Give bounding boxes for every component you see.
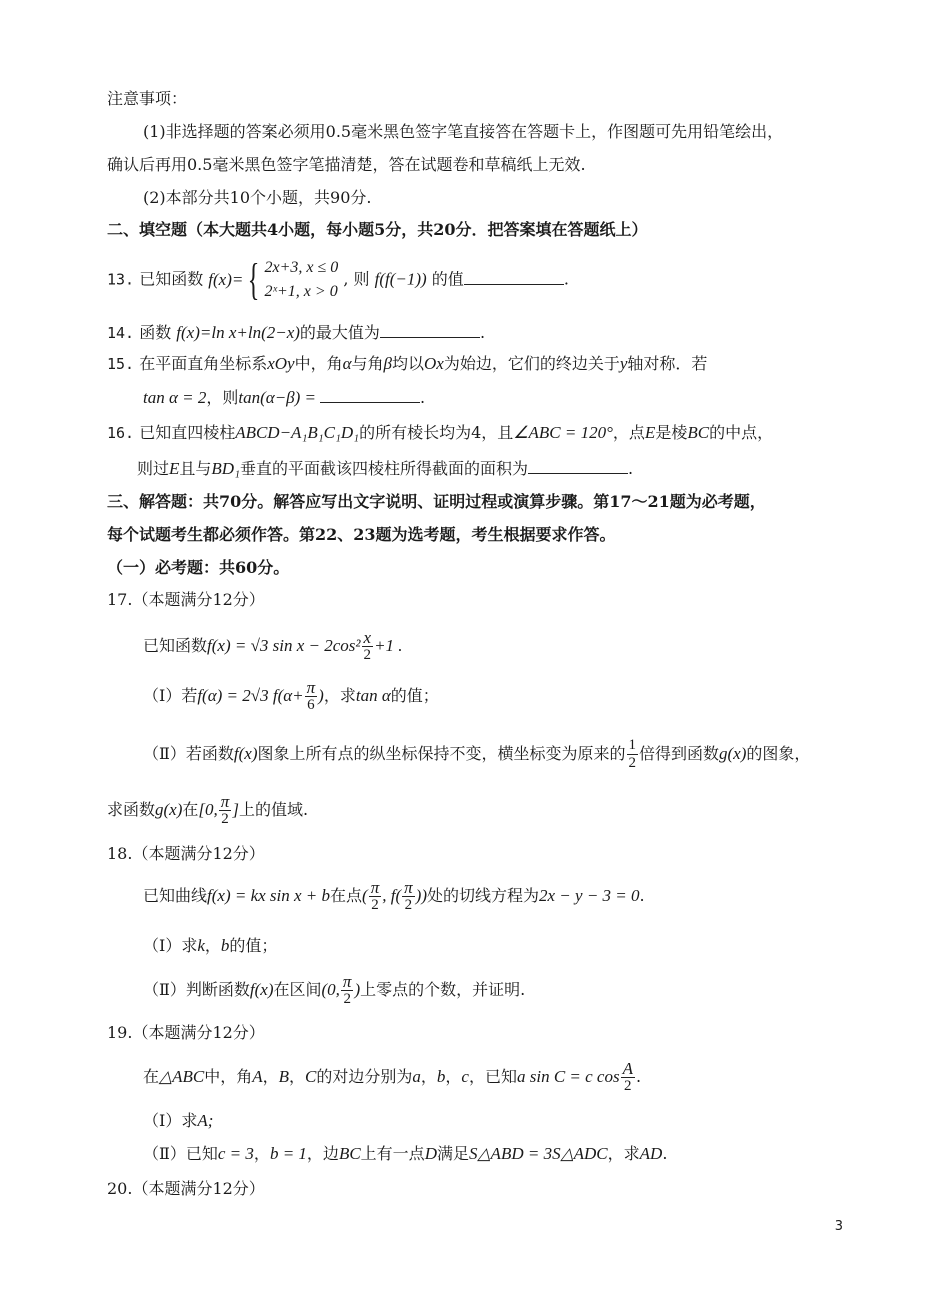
q14-expr: f(x)=ln x+ln(2−x) — [176, 323, 300, 342]
q17-p3-in: 在 — [182, 800, 199, 819]
q18-point-open: ( — [362, 886, 368, 905]
q16-bd1: BD₁ — [211, 459, 240, 478]
section-3-subheading: （一）必考题：共60分。 — [107, 558, 290, 577]
q19-part-2 — [143, 1143, 667, 1165]
q15-text-d: 均以 — [392, 354, 425, 373]
q18-tangent-text: 处的切线方程为 — [427, 886, 540, 905]
q17-stem-lead: 已知函数 — [143, 636, 208, 655]
q17-stem-end: +1 . — [374, 636, 403, 655]
q19-equation: a sin C = c cos — [516, 1067, 620, 1086]
notes-item-2: (2)本部分共10个小题，共90分. — [143, 188, 372, 207]
q17-p2-lead: （Ⅱ）若函数 — [143, 744, 234, 763]
q17-frac-x-2: $\frac{x}{2}$ — [363, 628, 372, 663]
q17-p3-tail: 上的值域. — [238, 800, 309, 819]
q18-part-2 — [143, 970, 525, 1010]
q17-p2-gx: g(x) — [719, 744, 747, 763]
q13-mid: , 则 — [343, 269, 370, 289]
q19-p1-a: A; — [197, 1111, 214, 1130]
q18-b: b — [220, 936, 230, 955]
question-15 — [107, 353, 707, 375]
q18-function: f(x) = kx sin x + b — [207, 886, 331, 905]
q18-point-close: )) — [415, 886, 427, 905]
q13-answer-blank[interactable] — [464, 268, 564, 285]
question-14 — [107, 321, 485, 344]
q19-comma-5: ， — [253, 1144, 270, 1163]
q15-alpha: α — [342, 354, 352, 373]
q16-answer-blank[interactable] — [528, 457, 628, 474]
q17-stem — [143, 626, 403, 666]
q16-text-e: 的中点， — [709, 423, 774, 442]
q18-end: . — [639, 886, 645, 905]
q19-angle-a: A — [252, 1067, 263, 1086]
q15-tan-alpha: tan α = 2 — [143, 388, 207, 407]
q18-tangent-eq: 2x − y − 3 = 0 — [539, 886, 640, 905]
q19-area-relation: S△ABD = 3S△ADC — [468, 1144, 608, 1163]
q16-l2-c: 垂直的平面截该四棱柱所得截面的面积为 — [240, 459, 529, 478]
q14-end: . — [479, 323, 486, 342]
q15-beta: β — [383, 354, 393, 373]
q16-prism: ABCD−A₁B₁C₁D₁ — [235, 423, 360, 442]
q17-interval-close: ] — [232, 800, 239, 819]
q17-header: 17.（本题满分12分） — [107, 590, 265, 609]
q14-lead: 函数 — [139, 323, 172, 342]
q16-text-b: 的所有棱长均为4，且 — [359, 423, 514, 442]
q16-angle: ∠ABC = 120° — [513, 423, 613, 442]
q19-comma-2: ， — [289, 1067, 306, 1086]
q19-p2-ask: ，求 — [607, 1144, 640, 1163]
q17-interval-open: [0, — [198, 800, 218, 819]
q19-angle-b: B — [278, 1067, 290, 1086]
q18-part-1 — [143, 935, 277, 957]
q19-c-value: c = 3 — [217, 1144, 254, 1163]
q13-end: . — [563, 269, 569, 289]
q19-header: 19.（本题满分12分） — [107, 1023, 265, 1042]
q19-p2-end: . — [662, 1144, 668, 1163]
q19-triangle: △ABC — [159, 1067, 205, 1086]
page-number: 3 — [834, 1219, 843, 1234]
q16-l2-a: 则过 — [137, 459, 170, 478]
q17-p1-ask: ，求 — [323, 686, 356, 705]
notes-title: 注意事项： — [107, 89, 188, 108]
q19-b-value: b = 1 — [269, 1144, 307, 1163]
q18-k: k — [197, 936, 205, 955]
q13-case-1: 2x+3, x ≤ 0 — [264, 259, 339, 276]
section-3-heading: 三、解答题：共70分。解答应写出文字说明、证明过程或演算步骤。第17～21题为必考题， — [107, 492, 766, 511]
q19-end: . — [635, 1067, 642, 1086]
q17-p3-lead: 求函数 — [107, 800, 156, 819]
q18-interval-close: ) — [354, 980, 361, 999]
q19-side-b: b — [436, 1067, 446, 1086]
q17-function: f(x) = √3 sin x − 2cos² — [207, 636, 361, 655]
q17-frac-pi-2: $\frac{\pi}{2}$ — [220, 792, 230, 827]
q20-header: 20.（本题满分12分） — [107, 1179, 265, 1198]
q19-p2-point: 上有一点 — [360, 1144, 425, 1163]
q19-p2-lead: （Ⅱ）已知 — [143, 1144, 218, 1163]
q16-text-d: 是棱 — [655, 423, 688, 442]
q19-edge-bc: BC — [338, 1144, 361, 1163]
q16-l2-e: E — [169, 459, 180, 478]
q19-comma-3: ， — [420, 1067, 437, 1086]
question-16-line-2 — [137, 457, 633, 480]
q17-part-2-cont — [107, 790, 308, 830]
q17-p1-eq: f(α) = 2√3 f(α+ — [197, 686, 304, 705]
q15-tan-diff: tan(α−β) = — [238, 388, 317, 407]
q19-p2-edge: ，边 — [306, 1144, 339, 1163]
q18-p2-tail: 上零点的个数，并证明. — [360, 980, 526, 999]
q18-p1-lead: （Ⅰ）求 — [143, 936, 198, 955]
q15-text-b: 中，角 — [294, 354, 343, 373]
q17-frac-1-2: $\frac{1}{2}$ — [628, 737, 636, 771]
q18-p1-tail: 的值； — [229, 936, 278, 955]
q18-frac-pi-2-b: $\frac{\pi}{2}$ — [404, 878, 413, 913]
q19-angles-text: 中，角 — [204, 1067, 253, 1086]
q19-p2-satisfy: 满足 — [436, 1144, 469, 1163]
q13-brace: { — [248, 255, 260, 304]
q19-frac-a-2: $\frac{A}{2}$ — [622, 1059, 633, 1094]
q15-text-c: 与角 — [351, 354, 384, 373]
q13-number: 13. — [107, 270, 135, 289]
q19-given: ，已知 — [468, 1067, 517, 1086]
q15-then: ，则 — [206, 388, 239, 407]
q19-side-a: a — [412, 1067, 421, 1086]
q15-text-a: 在平面直角坐标系 — [139, 354, 268, 373]
q17-p2-tail: 的图象， — [746, 744, 811, 763]
q18-stem — [143, 876, 645, 916]
q15-y: y — [619, 354, 628, 373]
q17-p2-fx: f(x) — [233, 744, 258, 763]
q14-tail: 的最大值为 — [299, 323, 380, 342]
q13-fx: f(x)= — [208, 270, 244, 289]
section-3-heading-cont: 每个试题考生都必须作答。第22、23题为选考题，考生根据要求作答。 — [107, 525, 616, 544]
q17-p2-text: 图象上所有点的纵坐标保持不变，横坐标变为原来的 — [257, 744, 626, 763]
q13-tail: 的值 — [431, 269, 464, 289]
q18-header: 18.（本题满分12分） — [107, 844, 265, 863]
q16-number: 16. — [107, 424, 135, 442]
q13-piecewise — [208, 256, 338, 304]
q17-frac-pi-6: $\frac{\pi}{6}$ — [306, 678, 316, 713]
q18-p2-fx: f(x) — [249, 980, 274, 999]
q17-p2-text-2: 倍得到函数 — [639, 744, 720, 763]
q13-lead: 已知函数 — [139, 269, 204, 289]
q18-point-f: , f( — [382, 886, 402, 905]
q17-part-1 — [143, 676, 439, 716]
q19-point-d: D — [424, 1144, 437, 1163]
q15-text-e: 为始边，它们的终边关于 — [443, 354, 620, 373]
notes-item-1: (1)非选择题的答案必须用0.5毫米黑色签字笔直接答在答题卡上，作图题可先用铅笔绘出， — [143, 122, 784, 141]
q13-cases — [264, 256, 338, 304]
q14-number: 14. — [107, 324, 135, 342]
q16-edge-bc: BC — [687, 423, 710, 442]
q18-p2-lead: （Ⅱ）判断函数 — [143, 980, 250, 999]
question-15-line-2 — [143, 386, 425, 409]
q13-expr: f(f(−1)) — [374, 269, 427, 289]
q18-frac-pi-2-a: $\frac{\pi}{2}$ — [370, 878, 380, 913]
section-2-heading: 二、填空题（本大题共4小题，每小题5分，共20分．把答案填在答题纸上） — [107, 220, 648, 239]
q16-l2-b: 且与 — [179, 459, 212, 478]
q18-interval-open: (0, — [321, 980, 340, 999]
q13-case-2: 2ˣ+1, x > 0 — [264, 283, 338, 300]
q17-p1-tail: 的值； — [390, 686, 439, 705]
q14-answer-blank[interactable] — [380, 321, 480, 338]
q15-xoy: xOy — [267, 354, 295, 373]
q19-stem — [143, 1057, 641, 1097]
q15-text-f: 轴对称．若 — [627, 354, 708, 373]
q16-text-a: 已知直四棱柱 — [139, 423, 236, 442]
q16-text-c: ，点 — [612, 423, 645, 442]
q18-lead: 已知曲线 — [143, 886, 208, 905]
q15-ox: Ox — [424, 354, 444, 373]
q19-ad: AD — [639, 1144, 663, 1163]
notes-item-1-cont: 确认后再用0.5毫米黑色签字笔描清楚，答在试题卷和草稿纸上无效. — [107, 155, 586, 174]
q15-end: . — [420, 388, 426, 407]
q18-frac-pi-2-c: $\frac{\pi}{2}$ — [342, 972, 352, 1007]
q17-p1-close: ) — [318, 686, 324, 705]
q16-end: . — [628, 459, 634, 478]
q17-p1-tan: tan α — [355, 686, 391, 705]
q18-p2-in: 在区间 — [273, 980, 322, 999]
q19-side-c: c — [461, 1067, 469, 1086]
q17-part-2 — [143, 734, 810, 774]
question-16 — [107, 422, 773, 444]
q19-sides-text: 的对边分别为 — [316, 1067, 413, 1086]
q19-p1-lead: （Ⅰ）求 — [143, 1111, 198, 1130]
q17-p1-lead: （Ⅰ）若 — [143, 686, 198, 705]
q19-comma-4: ， — [445, 1067, 462, 1086]
q18-at-point: 在点 — [330, 886, 363, 905]
q17-p3-gx: g(x) — [155, 800, 183, 819]
q19-angle-c: C — [305, 1067, 317, 1086]
q15-answer-blank[interactable] — [320, 386, 420, 403]
question-13 — [107, 256, 569, 304]
q16-point-e: E — [644, 423, 656, 442]
q19-lead: 在 — [143, 1067, 160, 1086]
q19-part-1 — [143, 1110, 213, 1132]
q15-number: 15. — [107, 355, 135, 373]
q19-comma-1: ， — [262, 1067, 279, 1086]
q18-p1-comma: ， — [204, 936, 221, 955]
